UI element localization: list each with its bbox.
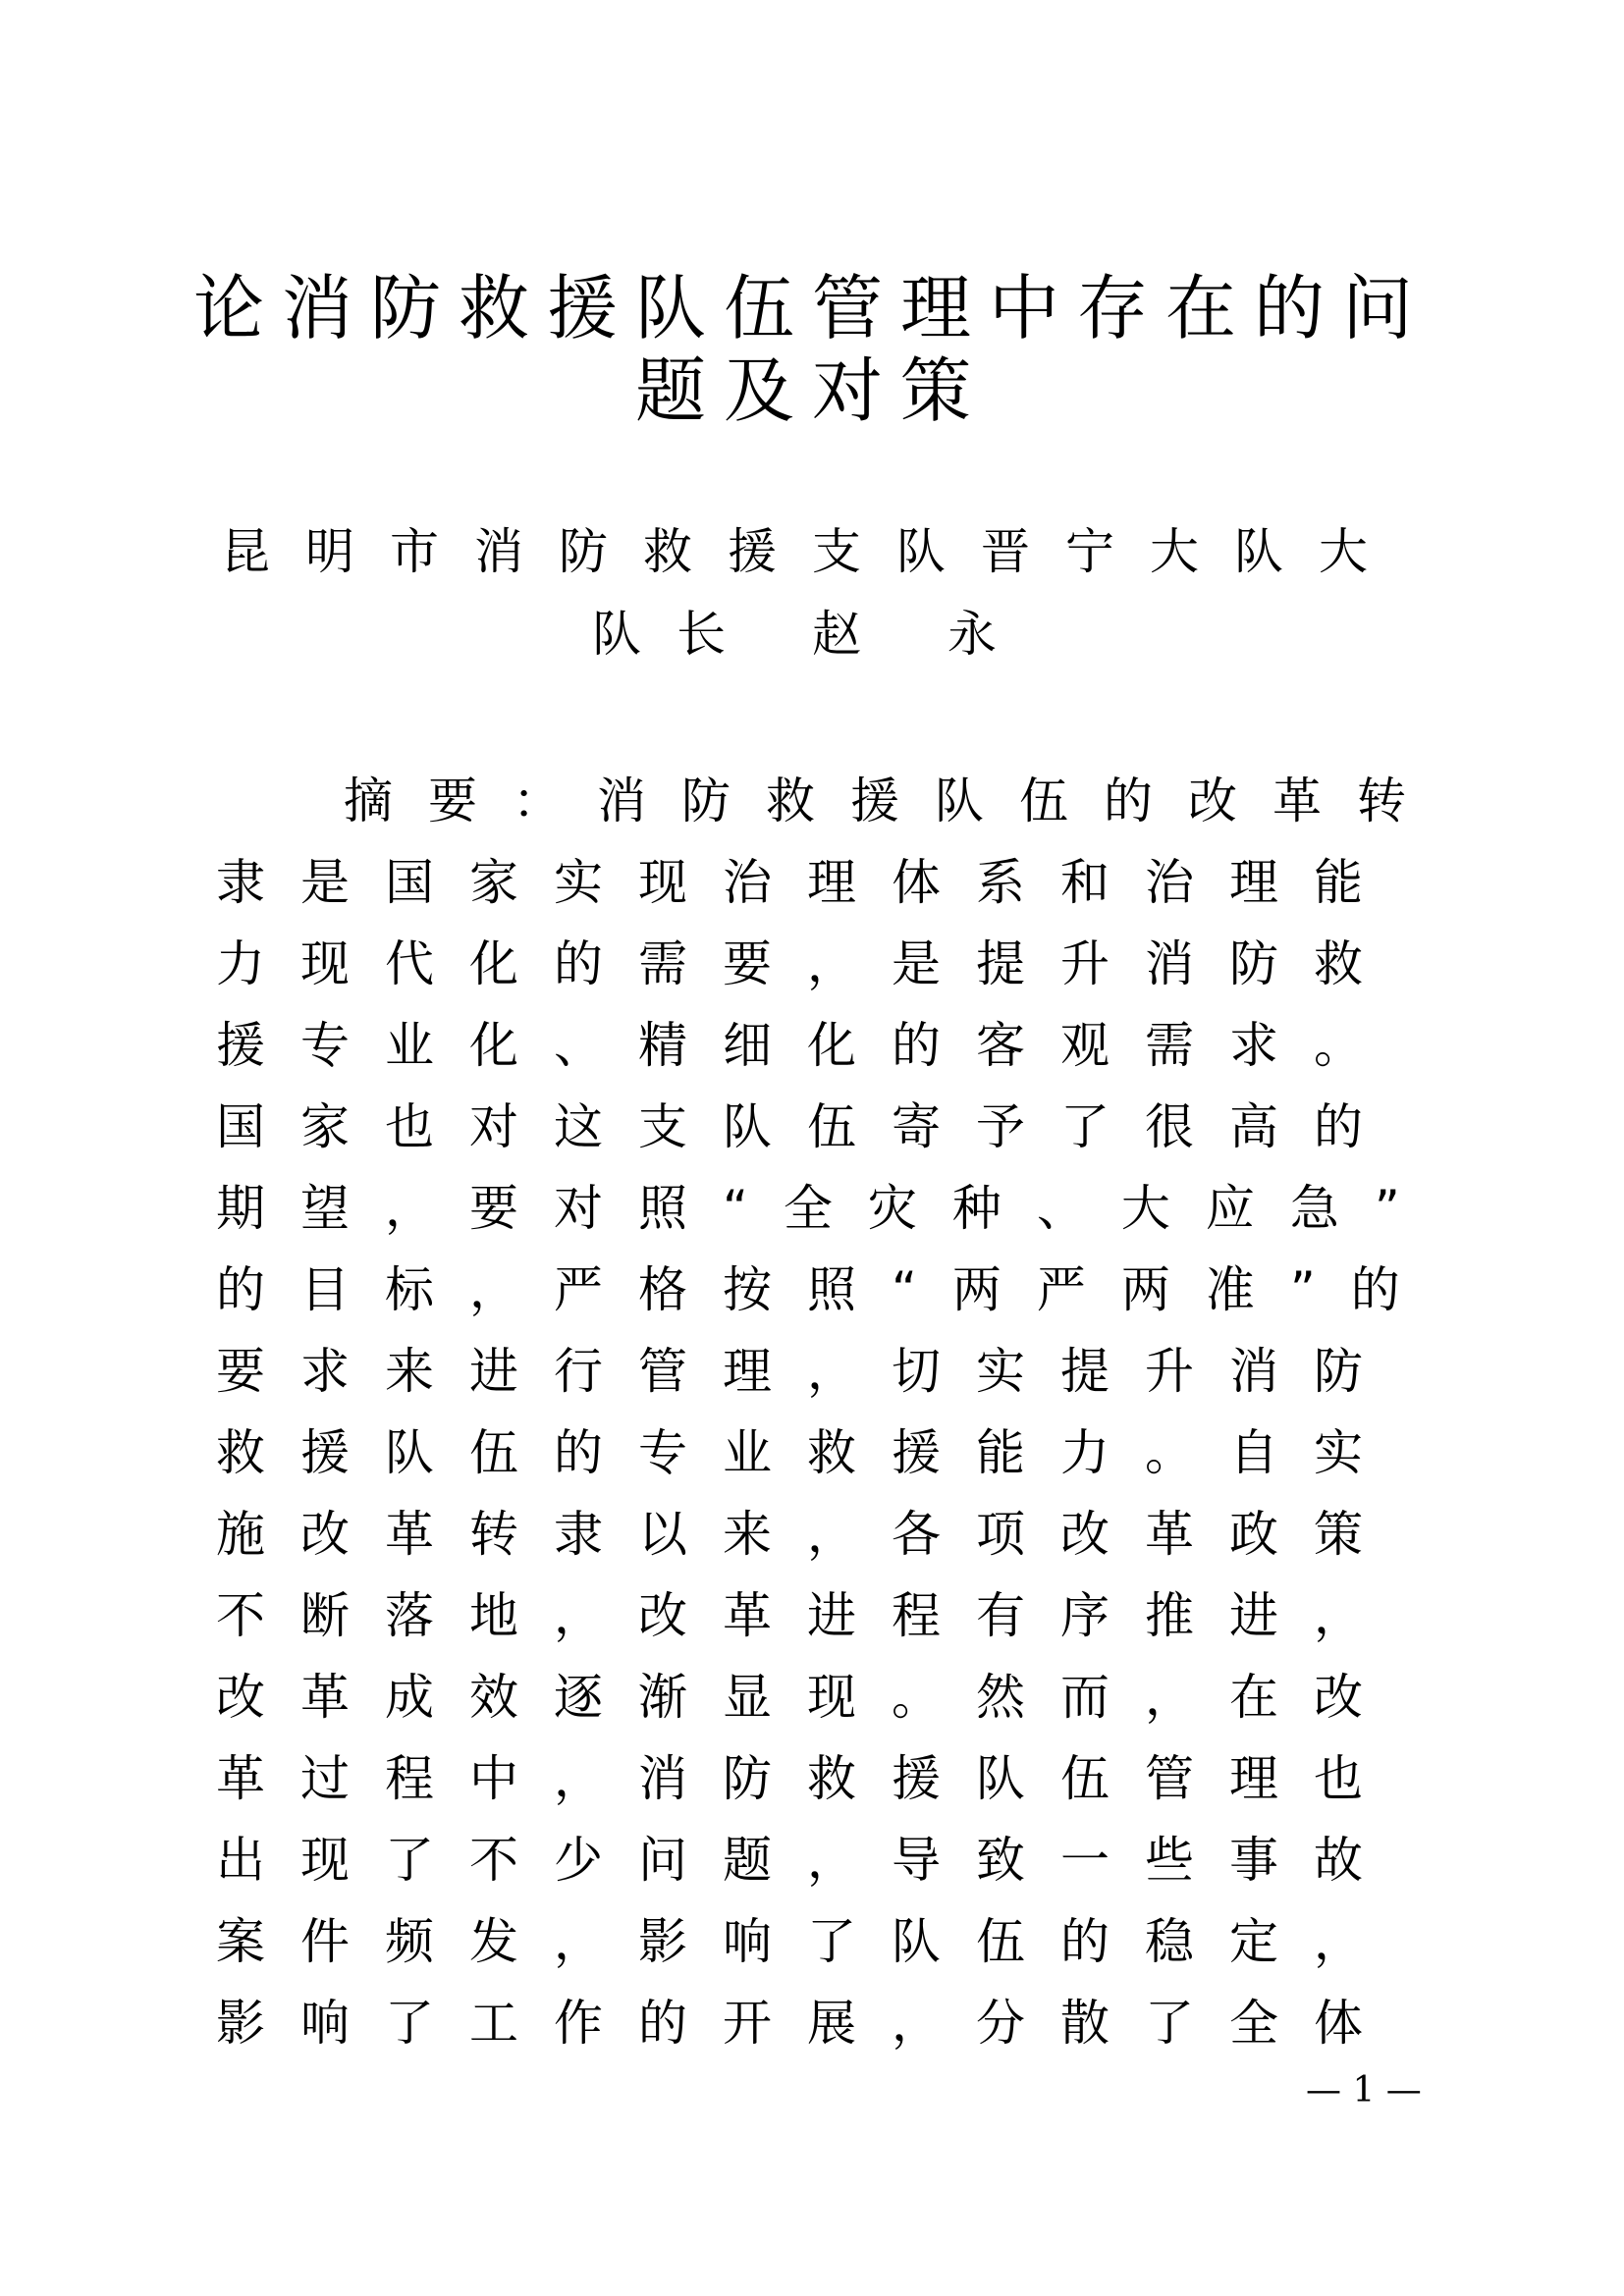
body-line-13: 革过程中，消防救援队伍管理也 bbox=[216, 1750, 1398, 1807]
author-line-2: 队长 赵 永 bbox=[592, 606, 1032, 663]
body-line-7: 的目标，严格按照“两严两准”的 bbox=[216, 1261, 1435, 1318]
page-number: — 1 — bbox=[1306, 2070, 1422, 2110]
body-line-2: 隶是国家实现治理体系和治理能 bbox=[216, 854, 1398, 911]
author-line-1: 昆明市消防救援支队晋宁大队大 bbox=[221, 523, 1403, 580]
body-line-11: 不断落地，改革进程有序推进， bbox=[216, 1587, 1398, 1644]
body-line-1: 摘要：消防救援队伍的改革转 bbox=[344, 773, 1441, 829]
body-line-12: 改革成效逐渐显现。然而，在改 bbox=[216, 1669, 1398, 1726]
body-line-3: 力现代化的需要，是提升消防救 bbox=[216, 935, 1398, 992]
body-line-4: 援专业化、精细化的客观需求。 bbox=[216, 1017, 1398, 1074]
body-line-9: 救援队伍的专业救援能力。自实 bbox=[216, 1424, 1398, 1481]
body-line-6: 期望，要对照“全灾种、大应急” bbox=[216, 1180, 1435, 1237]
body-line-16: 影响了工作的开展，分散了全体 bbox=[216, 1995, 1398, 2052]
title-line-2: 题及对策 bbox=[634, 349, 989, 432]
body-line-14: 出现了不少问题，导致一些事故 bbox=[216, 1832, 1398, 1889]
title-line-1: 论消防救援队伍管理中存在的问 bbox=[192, 267, 1431, 349]
body-line-15: 案件频发，影响了队伍的稳定， bbox=[216, 1913, 1398, 1970]
body-line-8: 要求来进行管理，切实提升消防 bbox=[216, 1343, 1398, 1400]
body-line-5: 国家也对这支队伍寄予了很高的 bbox=[216, 1098, 1398, 1155]
body-line-10: 施改革转隶以来，各项改革政策 bbox=[216, 1506, 1398, 1563]
